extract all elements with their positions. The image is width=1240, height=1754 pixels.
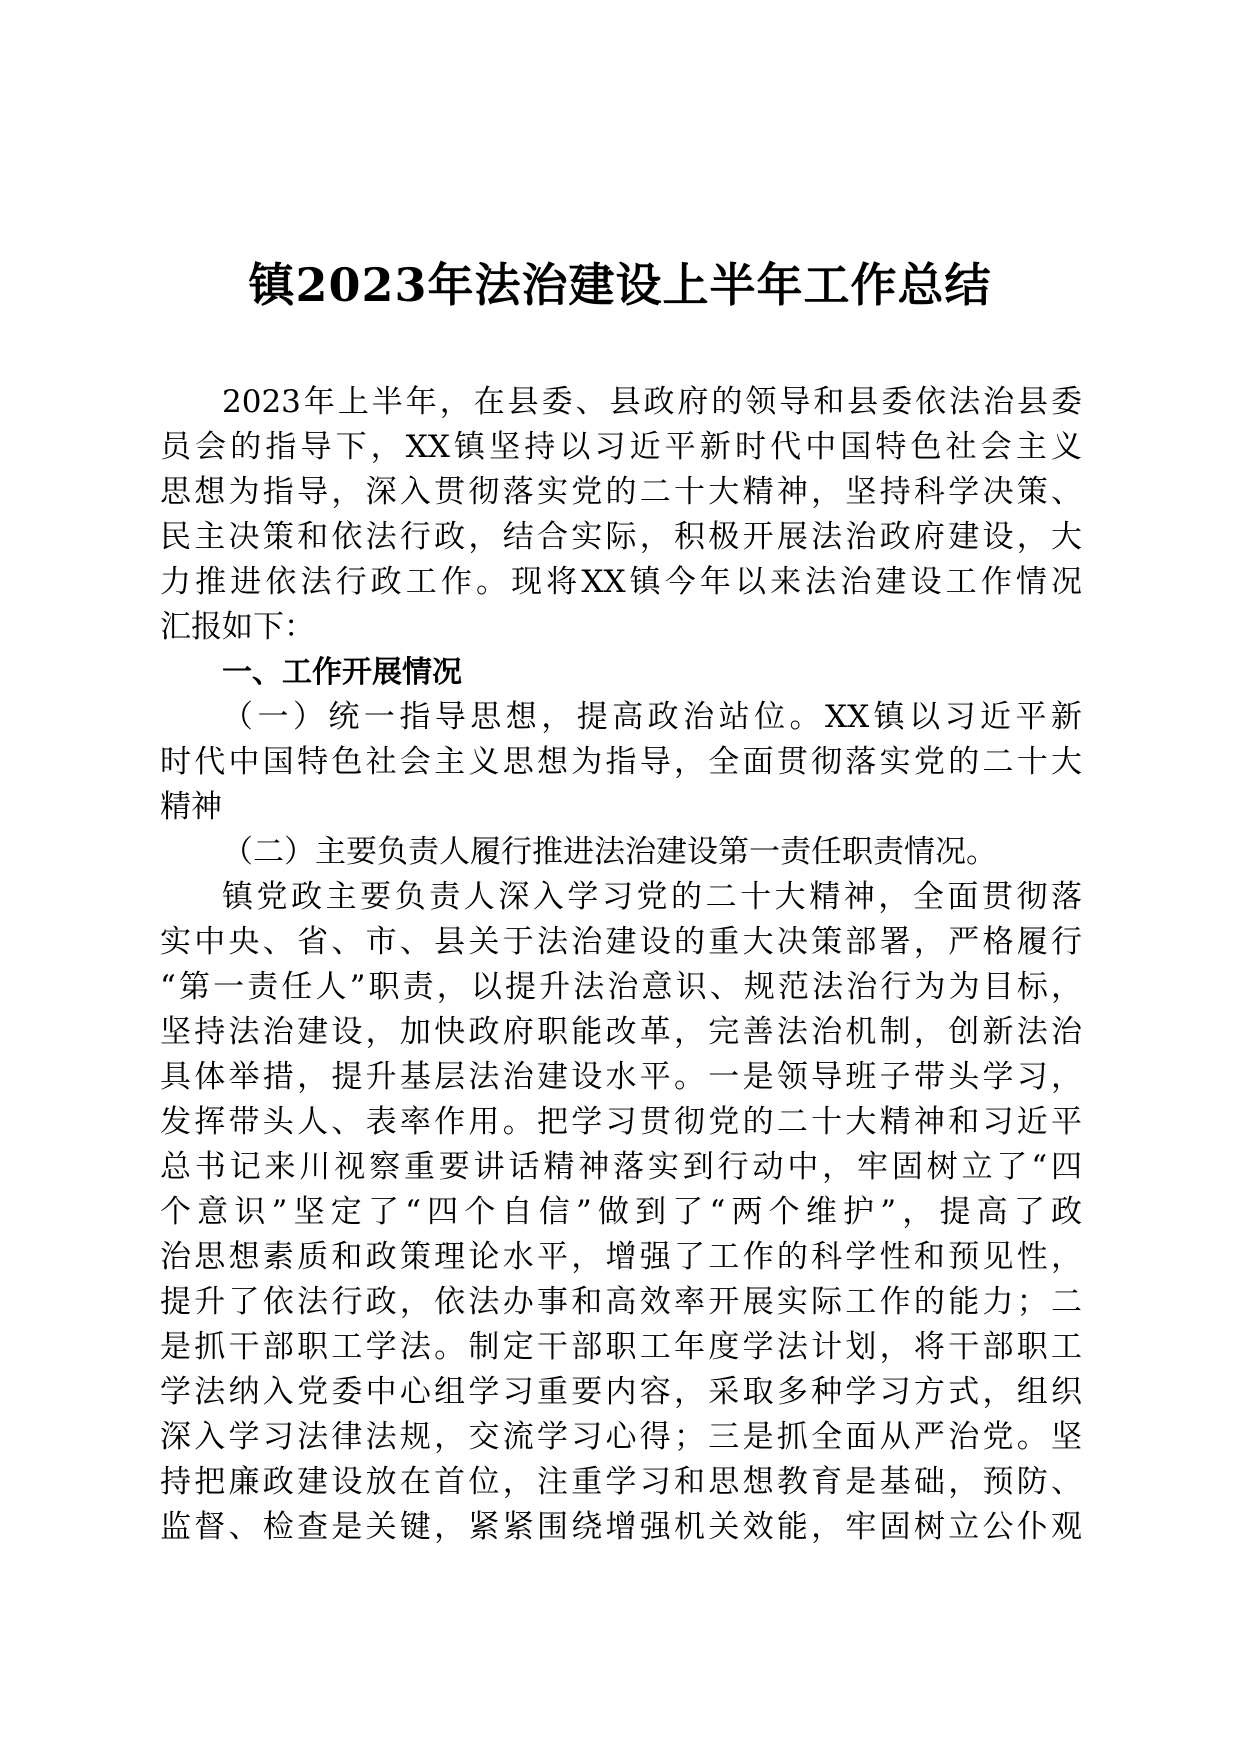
subsection-heading: （二）主要负责人履行推进法治建设第一责任职责情况。	[222, 834, 997, 870]
subsection-line: 学法纳入党委中心组学习重要内容，采取多种学习方式，组织	[160, 1374, 1082, 1410]
subsection-line: 提升了依法行政，依法办事和高效率开展实际工作的能力；二	[160, 1284, 1082, 1320]
subsection-line: 坚持法治建设，加快政府职能改革，完善法治机制，创新法治	[160, 1014, 1082, 1050]
intro-line: 思想为指导，深入贯彻落实党的二十大精神，坚持科学决策、	[160, 474, 1082, 510]
intro-line: 力推进依法行政工作。现将XX镇今年以来法治建设工作情况	[160, 564, 1082, 600]
intro-line: 2023年上半年，在县委、县政府的领导和县委依法治县委	[222, 384, 1082, 420]
intro-line: 员会的指导下，XX镇坚持以习近平新时代中国特色社会主义	[160, 429, 1082, 465]
subsection-2	[160, 875, 1082, 1550]
document-title: 镇2023年法治建设上半年工作总结	[248, 258, 992, 312]
section-heading: 一、工作开展情况	[222, 655, 462, 690]
subsection-line: 个意识”坚定了“四个自信”做到了“两个维护”，提高了政	[160, 1194, 1082, 1230]
subsection-line: 治思想素质和政策理论水平，增强了工作的科学性和预见性，	[160, 1239, 1082, 1275]
subsection-line: 是抓干部职工学法。制定干部职工年度学法计划，将干部职工	[160, 1329, 1082, 1365]
subsection-line: 精神	[160, 789, 222, 825]
intro-paragraph	[160, 380, 1082, 650]
subsection-line: 具体举措，提升基层法治建设水平。一是领导班子带头学习，	[160, 1059, 1082, 1095]
intro-line: 民主决策和依法行政，结合实际，积极开展法治政府建设，大	[160, 519, 1082, 555]
subsection-1	[160, 695, 1082, 830]
subsection-line: 时代中国特色社会主义思想为指导，全面贯彻落实党的二十大	[160, 744, 1082, 780]
subsection-line: 实中央、省、市、县关于法治建设的重大决策部署，严格履行	[160, 924, 1082, 960]
intro-line: 汇报如下：	[160, 609, 315, 645]
subsection-line: 发挥带头人、表率作用。把学习贯彻党的二十大精神和习近平	[160, 1104, 1082, 1140]
subsection-line: 镇党政主要负责人深入学习党的二十大精神，全面贯彻落	[222, 879, 1082, 915]
subsection-line: （一）统一指导思想，提高政治站位。XX镇以习近平新	[222, 699, 1082, 735]
subsection-line: “第一责任人”职责，以提升法治意识、规范法治行为为目标，	[160, 969, 1082, 1005]
subsection-line: 持把廉政建设放在首位，注重学习和思想教育是基础，预防、	[160, 1464, 1082, 1500]
document-body	[160, 380, 1082, 1550]
subsection-line: 深入学习法律法规，交流学习心得；三是抓全面从严治党。坚	[160, 1419, 1082, 1455]
subsection-line: 监督、检查是关键，紧紧围绕增强机关效能，牢固树立公仆观	[160, 1509, 1082, 1545]
subsection-line: 总书记来川视察重要讲话精神落实到行动中，牢固树立了“四	[160, 1149, 1082, 1185]
